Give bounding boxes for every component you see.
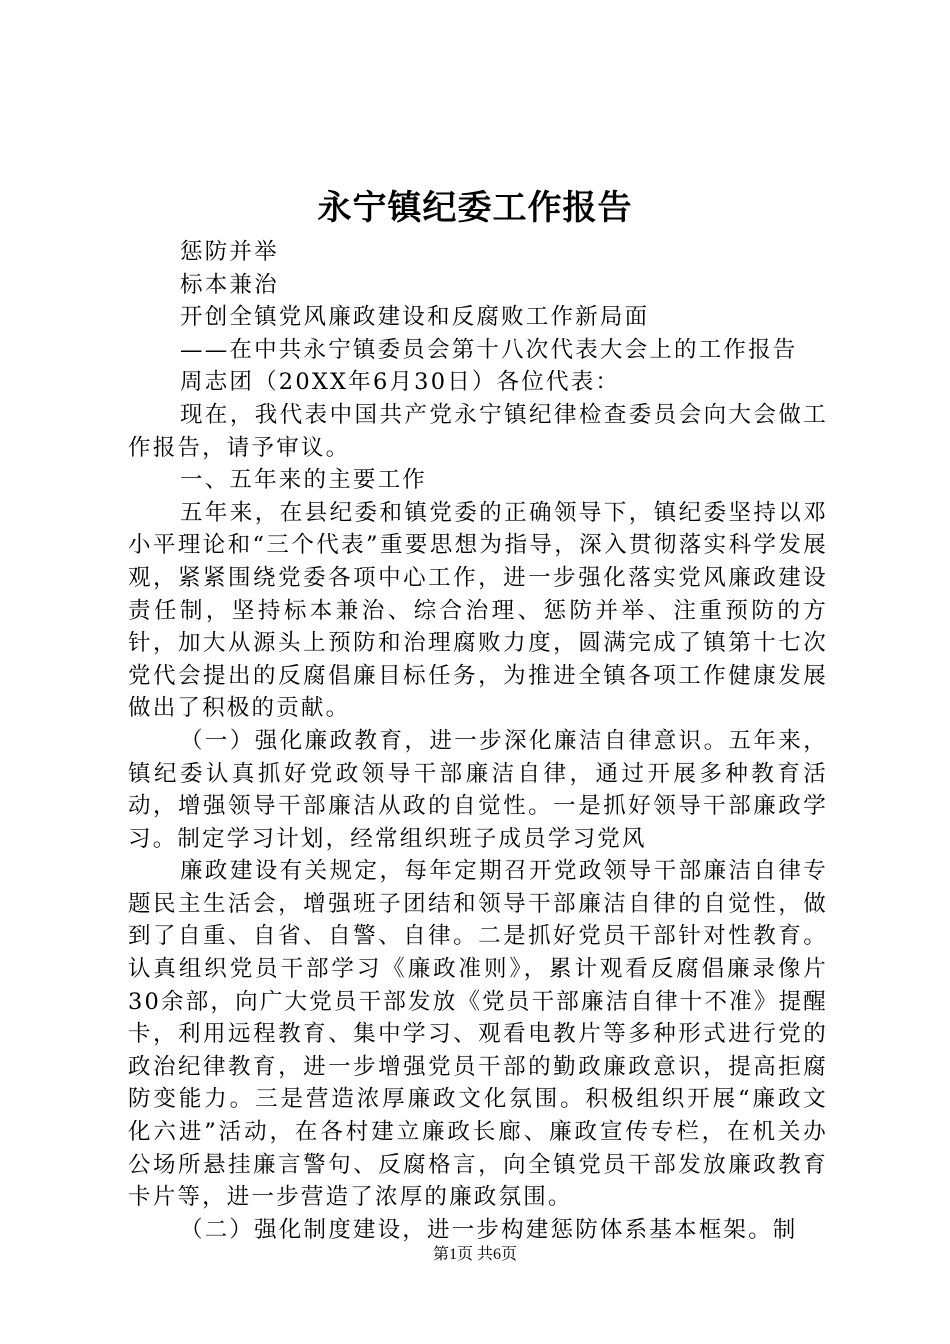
heading-line: 开创全镇党风廉政建设和反腐败工作新局面 [180, 304, 650, 331]
body-paragraph: 廉政建设有关规定，每年定期召开党政领导干部廉洁自律专题民主生活会，增强班子团结和领导干部廉洁自律的自觉性，做到了自重、自省、自警、自律。二是抓好党员干部针对性教育。认真组织党员干部学习《廉政准则》，累计观看反腐倡廉录像片30余部，向广大党员干部发放《党员干部廉洁自律十不准》提醒卡，利用远程教育、集中学习、观看电教片等多种形式进行党的政治纪律教育，进一步增强党员干部的勤政廉政意识，提高拒腐防变能力。三是营造浓厚廉政文化氛围。积极组织开展“廉政文化六进”活动，在各村建立廉政长廊、廉政宣传专栏，在机关办公场所悬挂廉言警句、反腐格言，向全镇党员干部发放廉政教育卡片等，进一步营造了浓厚的廉政氛围。 [128, 858, 828, 1211]
page-footer: 第1页 共6页 [432, 1246, 517, 1263]
body-paragraph: 五年来，在县纪委和镇党委的正确领导下，镇纪委坚持以邓小平理论和“三个代表”重要思想为指导，深入贯彻落实科学发展观，紧紧围绕党委各项中心工作，进一步强化落实党风廉政建设责任制，坚持标本兼治、综合治理、惩防并举、注重预防的方针，加大从源头上预防和治理腐败力度，圆满完成了镇第十七次党代会提出的反腐倡廉目标任务，为推进全镇各项工作健康发展做出了积极的贡献。 [128, 499, 828, 722]
section-heading: 一、五年来的主要工作 [180, 467, 428, 494]
document-title: 永宁镇纪委工作报告 [317, 188, 633, 228]
document-body [128, 236, 828, 1246]
heading-line: 惩防并举 [180, 239, 279, 265]
subtitle-line: ——在中共永宁镇委员会第十八次代表大会上的工作报告 [180, 336, 798, 363]
author-date-line: 周志团（20XX年6月30日）各位代表： [180, 369, 621, 396]
body-paragraph: （一）强化廉政教育，进一步深化廉洁自律意识。五年来，镇纪委认真抓好党政领导干部廉洁自律，通过开展多种教育活动，增强领导干部廉洁从政的自觉性。一是抓好领导干部廉政学习。制定学习计划，经常组织班子成员学习党风 [128, 727, 828, 852]
body-paragraph: （二）强化制度建设，进一步构建惩防体系基本框架。制 [180, 1216, 798, 1243]
heading-line: 标本兼治 [180, 271, 279, 298]
body-paragraph: 现在，我代表中国共产党永宁镇纪律检查委员会向大会做工作报告，请予审议。 [128, 401, 828, 461]
